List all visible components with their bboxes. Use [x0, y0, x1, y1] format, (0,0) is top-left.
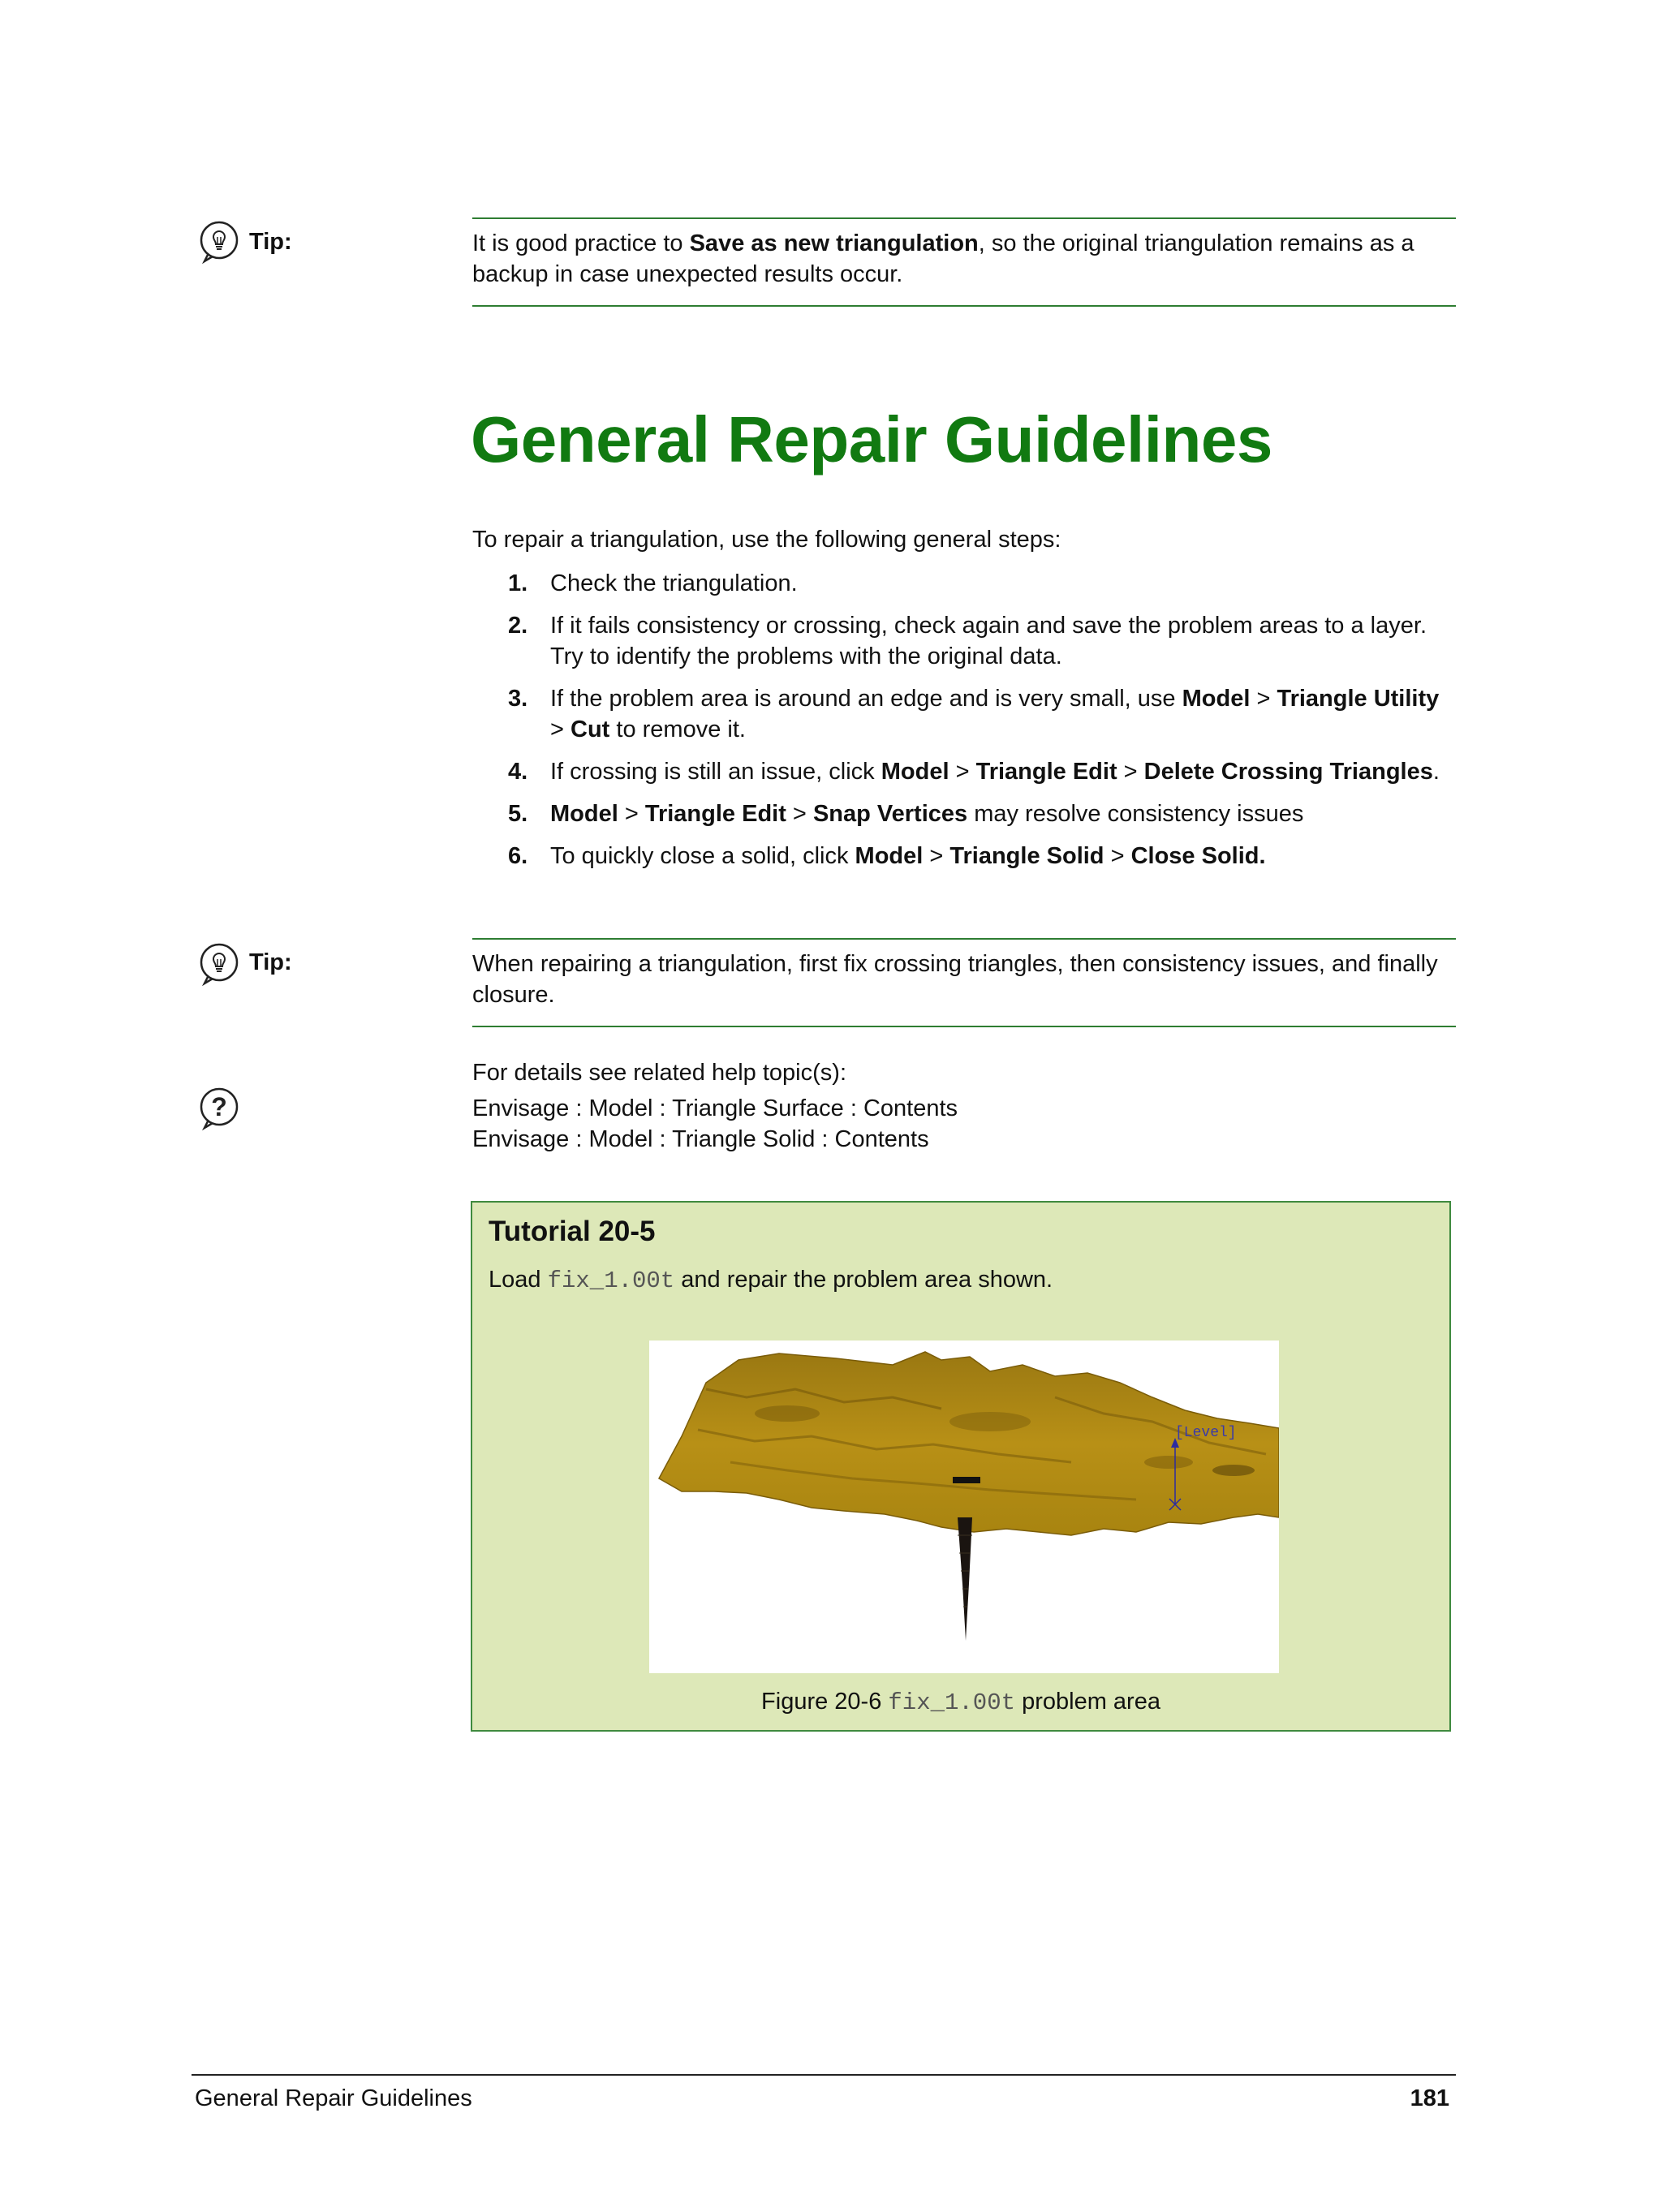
lightbulb-icon [196, 941, 242, 987]
tip2-text: When repairing a triangulation, first fix crossing triangles, then consistency issues, and finally closure. [472, 951, 1438, 1008]
step-text-part: Triangle Edit [975, 759, 1117, 785]
step-text-part: Triangle Solid [949, 843, 1104, 869]
step-text-part: Model [881, 759, 949, 785]
tutorial-box [471, 1201, 1451, 1732]
tutorial-text [489, 1264, 1053, 1297]
steps-list [472, 568, 1456, 883]
step-text-part: Snap Vertices [812, 801, 968, 827]
step-number: 4. [508, 759, 528, 785]
step-item [472, 841, 1456, 871]
step-text-part: > [949, 759, 976, 785]
terrain-surface-illustration [649, 1341, 1279, 1673]
step-text-part: > [786, 801, 813, 827]
step-text-part: . [1432, 759, 1440, 785]
figure-image [649, 1341, 1279, 1673]
step-text-part: Close Solid. [1130, 843, 1266, 869]
step-number: 1. [508, 570, 528, 596]
step-text-part: > [618, 801, 645, 827]
step-text-part: Check the triangulation. [550, 570, 798, 596]
help-topic-link[interactable]: Envisage : Model : Triangle Surface : Contents [472, 1095, 958, 1121]
step-text-part: Model [550, 801, 618, 827]
step-text-part: > [1250, 686, 1277, 712]
step-text-part: Triangle Edit [644, 801, 786, 827]
tip1-top-rule [472, 217, 1456, 219]
help-heading: For details see related help topic(s): [472, 1060, 846, 1086]
svg-text:?: ? [211, 1092, 227, 1121]
tip2-label: Tip: [249, 949, 292, 975]
tip1-label: Tip: [249, 229, 292, 255]
step-text-part: Triangle Utility [1277, 686, 1440, 712]
step-text-part: Delete Crossing Triangles [1143, 759, 1433, 785]
step-item [472, 798, 1456, 829]
step-text-part: If crossing is still an issue, click [550, 759, 881, 785]
step-text-part: Model [1182, 686, 1251, 712]
tip1-text-suffix: , so the original triangulation remains as a backup in case unexpected results occur. [472, 230, 1414, 287]
step-text-part: Model [855, 843, 924, 869]
step-text-part: Cut [571, 717, 610, 742]
tip2-bottom-rule [472, 1026, 1456, 1027]
tip1-bottom-rule [472, 305, 1456, 307]
figure-level-label: [Level] [1175, 1425, 1237, 1441]
tip1-text-prefix: It is good practice to [472, 230, 690, 256]
step-item [472, 568, 1456, 599]
step-item [472, 610, 1456, 672]
footer-section-title: General Repair Guidelines [195, 2085, 472, 2111]
step-text-part: To quickly close a solid, click [550, 843, 855, 869]
step-text-part: > [1117, 759, 1144, 785]
step-number: 5. [508, 801, 528, 827]
tip1-text-bold: Save as new triangulation [689, 230, 979, 256]
figure-caption-suffix: problem area [1015, 1689, 1160, 1715]
step-number: 3. [508, 686, 528, 712]
step-text-part: > [923, 843, 950, 869]
help-question-icon [196, 1086, 242, 1131]
step-item [472, 756, 1456, 787]
section-intro: To repair a triangulation, use the following general steps: [472, 527, 1061, 553]
step-number: 2. [508, 613, 528, 639]
step-text-part: > [550, 717, 571, 742]
figure-caption-file: fix_1.00t [888, 1689, 1016, 1716]
tutorial-text-prefix: Load [489, 1267, 548, 1293]
figure-caption-prefix: Figure 20-6 [761, 1689, 889, 1715]
step-text-part: If the problem area is around an edge and is very small, use [550, 686, 1182, 712]
footer-page-number: 181 [1410, 2085, 1449, 2111]
help-topic-link[interactable]: Envisage : Model : Triangle Solid : Contents [472, 1126, 929, 1152]
tutorial-text-suffix: and repair the problem area shown. [674, 1267, 1053, 1293]
step-text-part: may resolve consistency issues [967, 801, 1304, 827]
tip1-text [472, 228, 1456, 290]
step-item [472, 683, 1456, 745]
footer-rule [192, 2074, 1456, 2076]
lightbulb-icon [196, 219, 242, 265]
step-text-part: > [1104, 843, 1131, 869]
figure-caption [472, 1686, 1449, 1719]
page-title: General Repair Guidelines [471, 403, 1272, 476]
step-number: 6. [508, 843, 528, 869]
tutorial-title: Tutorial 20-5 [489, 1216, 656, 1247]
step-text-part: If it fails consistency or crossing, check again and save the problem areas to a layer. Try to identify the problems with the original data. [550, 613, 1427, 669]
tip2-top-rule [472, 938, 1456, 940]
step-text-part: to remove it. [609, 717, 746, 742]
tutorial-file-name: fix_1.00t [547, 1267, 675, 1294]
